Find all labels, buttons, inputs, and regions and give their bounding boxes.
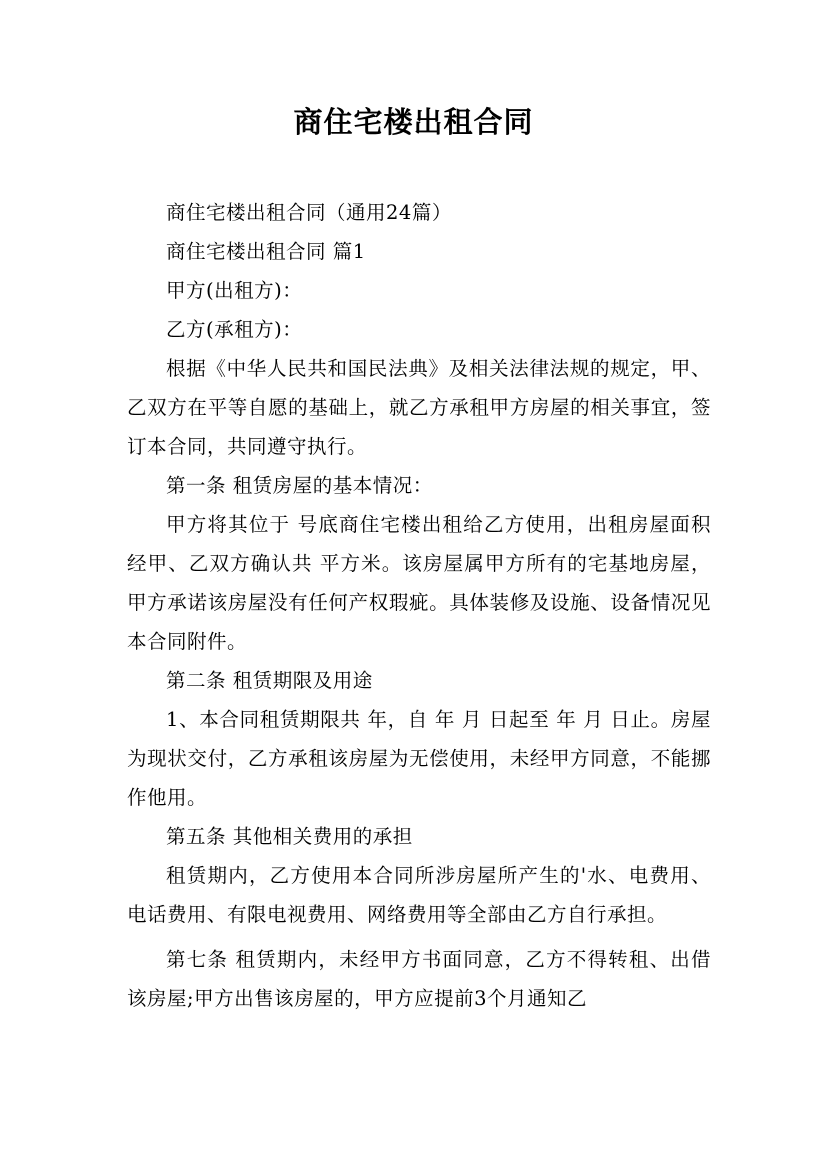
paragraph-article-2-heading: 第二条 租赁期限及用途	[166, 669, 373, 692]
paragraph-article-5-body: 租赁期内，乙方使用本合同所涉房屋所产生的'水、电费用、电话费用、有限电视费用、网络费用等全部由乙方自行承担。	[127, 864, 711, 926]
paragraph-subtitle: 商住宅楼出租合同（通用24篇）	[166, 201, 452, 224]
paragraph-article-2-body: 1、本合同租赁期限共 年，自 年 月 日起至 年 月 日止。房屋为现状交付，乙方承租该房屋为无偿使用，未经甲方同意，不能挪作他用。	[127, 708, 711, 809]
paragraph-section-heading: 商住宅楼出租合同 篇1	[166, 240, 366, 263]
paragraph-article-5-heading: 第五条 其他相关费用的承担	[166, 825, 413, 848]
paragraph-preamble: 根据《中华人民共和国民法典》及相关法律法规的规定，甲、乙双方在平等自愿的基础上，就乙方承租甲方房屋的相关事宜，签订本合同，共同遵守执行。	[127, 357, 711, 458]
document-title: 商住宅楼出租合同	[293, 105, 534, 139]
paragraph-article-7: 第七条 租赁期内，未经甲方书面同意，乙方不得转租、出借该房屋;甲方出售该房屋的，甲方应提前3个月通知乙	[127, 948, 711, 1010]
paragraph-party-b: 乙方(承租方)：	[166, 318, 303, 341]
paragraph-party-a: 甲方(出租方)：	[166, 279, 303, 302]
paragraph-article-1-heading: 第一条 租赁房屋的基本情况：	[166, 474, 433, 497]
document-body	[127, 193, 711, 1018]
paragraph-article-1-body: 甲方将其位于 号底商住宅楼出租给乙方使用，出租房屋面积经甲、乙双方确认共 平方米。该房屋属甲方所有的宅基地房屋，甲方承诺该房屋没有任何产权瑕疵。具体装修及设施、设备情况见本合同附件。	[127, 513, 711, 653]
